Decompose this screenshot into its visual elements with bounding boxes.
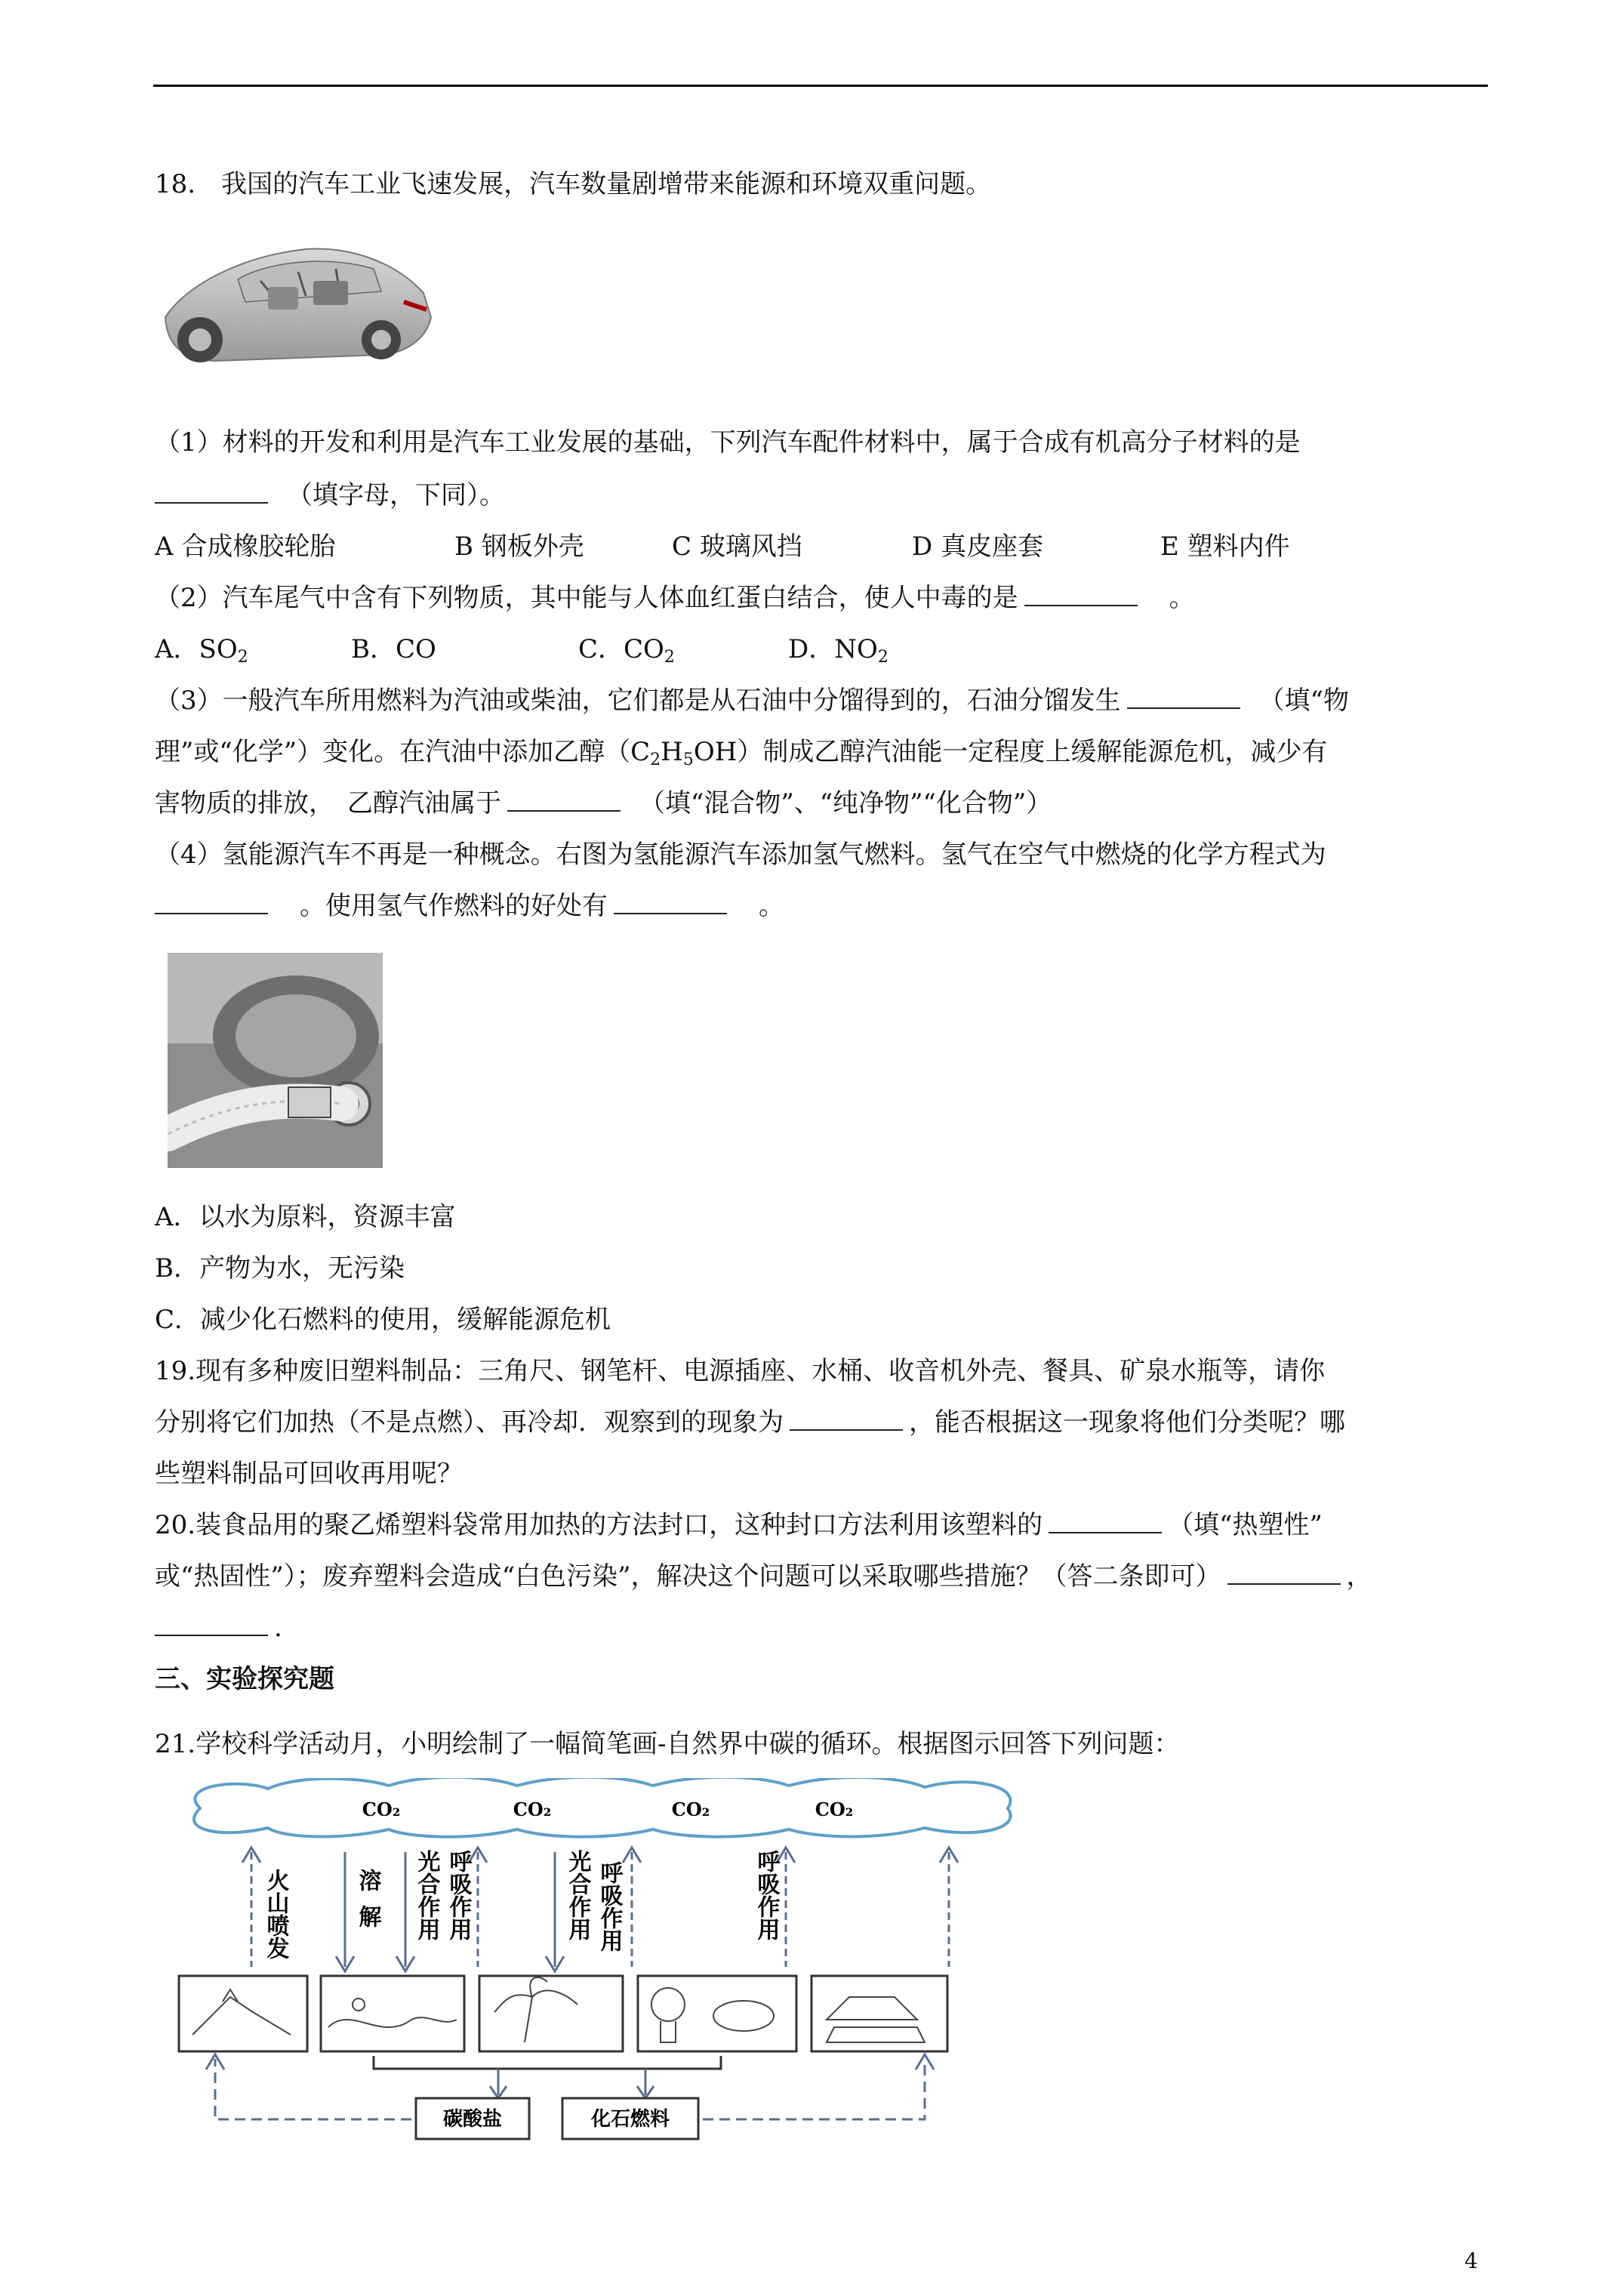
q18-p1-option-e: E 塑料内件 [1160,532,1290,562]
q18-p3-line3: 害物质的排放， 乙醇汽油属于 （填“混合物”、“纯净物”“化合物”） [155,788,1052,818]
q21-stem: 21.学校科学活动月，小明绘制了一幅简笔画-自然界中碳的循环。根据图示回答下列问题： [155,1729,1180,1759]
co2-label-4: CO₂ [815,1798,854,1820]
q19-line3: 些塑料制品可回收再用呢？ [155,1459,463,1489]
label-respiration-1: 呼吸作用 [445,1850,472,1940]
answer-blank[interactable] [155,481,268,504]
answer-blank[interactable] [614,892,727,914]
volcano-box [179,1976,307,2051]
label-dissolve: 溶解 [354,1869,381,1941]
ocean-box [321,1976,464,2051]
q18-p3-line2: 理”或“化学”）变化。在汽油中添加乙醇$(C_2H_5OH)$制成乙醇汽油能一定程度上缓解能源危机，减少有 [155,737,1328,769]
q18-p1-line2 [155,479,505,512]
q18-p4-option-b: B．产物为水，无污染 [155,1253,405,1284]
answer-blank[interactable] [507,789,621,812]
section-heading: 三、实验探究题 [155,1664,334,1694]
label-volcano: 火山喷发 [262,1869,289,1959]
q19-line2: 分别将它们加热（不是点燃）、再冷却．观察到的现象为 ，能否根据这一现象将他们分类呢？哪 [155,1407,1345,1438]
answer-blank[interactable] [1024,584,1138,606]
car-image [155,227,439,381]
label-carbonate: 碳酸盐 [442,2108,503,2131]
q18-p2-option-d: D．$NO_2$ [788,634,888,667]
q18-p2-line [155,581,1195,615]
q18-p1-option-b: B 钢板外壳 [454,532,584,562]
q18-p1-line1: （1）材料的开发和利用是汽车工业发展的基础，下列汽车配件材料中，属于合成有机高分子材料的是 [155,427,1301,458]
page-number: 4 [1464,2248,1478,2273]
q20-line2: 或“热固性”）；废弃塑料会造成“白色污染”，解决这个问题可以采取哪些措施？（答二条即可） ， [155,1561,1372,1592]
q19-line1: 19.现有多种废旧塑料制品：三角尺、钢笔杆、电源插座、水桶、收音机外壳、餐具、矿泉水瓶等，请你 [155,1356,1326,1386]
label-photosynthesis-2: 光合作用 [564,1850,591,1940]
q18-p3-line1: （3）一般汽车所用燃料为汽油或柴油，它们都是从石油中分馏得到的，石油分馏发生 （填“物 [155,686,1350,716]
q18-stem: 18. 我国的汽车工业飞速发展，汽车数量剧增带来能源和环境双重问题。 [155,169,992,199]
header-rule [153,85,1488,87]
q18-p1-option-c: C 玻璃风挡 [672,532,802,562]
answer-blank[interactable] [1049,1511,1162,1533]
q20-line1: 20.装食品用的聚乙烯塑料袋常用加热的方法封口，这种封口方法利用该塑料的 （填“热塑性” [155,1510,1323,1540]
answer-blank[interactable] [155,1613,268,1636]
label-respiration-2: 呼吸作用 [596,1861,623,1952]
answer-blank[interactable] [790,1408,903,1431]
hydrogen-refuel-image [168,953,383,1168]
q18-p2-option-c: C．$CO_2$ [578,634,675,667]
q18-p4-option-c: C．减少化石燃料的使用，缓解能源危机 [155,1305,611,1335]
co2-cloud [194,1778,1010,1837]
q20-line3: . [155,1611,282,1644]
q18-p1-option-a: A 合成橡胶轮胎 [155,532,336,562]
plants-box [479,1976,623,2051]
q18-p1-option-d: D 真皮座套 [912,532,1044,562]
q18-p2-option-b: B．CO [351,634,436,664]
q18-p4-line1: （4）氢能源汽车不再是一种概念。右图为氢能源汽车添加氢气燃料。氢气在空气中燃烧的化学方程式为 [155,840,1326,870]
q18-p4-line2: 。使用氢气作燃料的好处有 。 [155,889,784,923]
carbon-cycle-diagram [170,1778,1027,2140]
label-photosynthesis-1: 光合作用 [413,1850,440,1940]
q18-p2-text: （2）汽车尾气中含有下列物质，其中能与人体血红蛋白结合，使人中毒的是 [155,583,1018,613]
answer-blank[interactable] [155,892,268,914]
label-respiration-3: 呼吸作用 [753,1850,780,1940]
q18-p4-option-a: A．以水为原料，资源丰富 [155,1202,456,1232]
q18-p2-option-a: A．$SO_2$ [155,634,248,667]
q18-p1-line2-text: （填字母，下同）。 [300,480,505,510]
label-fossil-fuel: 化石燃料 [590,2108,670,2131]
co2-label-3: CO₂ [671,1798,710,1820]
answer-blank[interactable] [1127,686,1240,709]
co2-label-1: CO₂ [362,1798,401,1820]
q18-p2-end: 。 [1169,583,1195,613]
co2-label-2: CO₂ [513,1798,552,1820]
human-animal-box [638,1976,796,2051]
answer-blank[interactable] [1227,1562,1341,1585]
